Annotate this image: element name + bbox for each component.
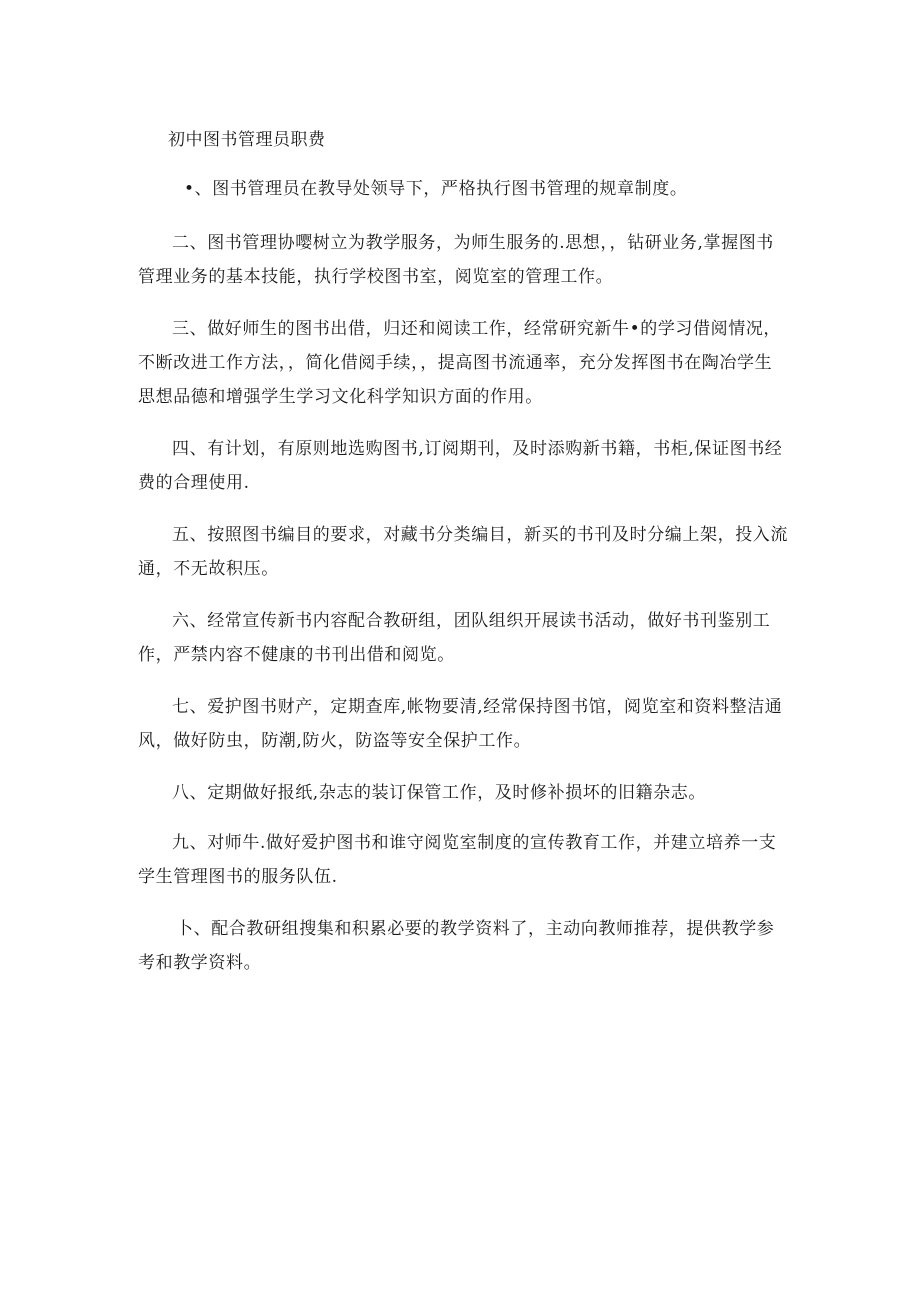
- document-title: 初中图书管理员职费: [168, 130, 326, 150]
- paragraph-2: 二、图书管理协嘤树立为教学服务，为师生服务的.思想，，钻研业务,掌握图书管理业务的基本技能，执行学校图书室，阅览室的管理工作。: [138, 233, 774, 287]
- paragraph-6: 六、经常宣传新书内容配合教研组，团队组织开展读书活动，做好书刊鉴别工作，严禁内容不健康的书刊出借和阅览。: [138, 611, 771, 665]
- paragraph-4: 四、有计划，有原则地选购图书,订阅期刊，及时添购新书籍，书柜,保证图书经费的合理使用.: [138, 439, 783, 493]
- paragraph-7: 七、爱护图书财产，定期查库,帐物要清,经常保持图书馆，阅览室和资料整洁通风，做好防虫，防潮,防火，防盗等安全保护工作。: [138, 697, 783, 751]
- paragraph-8: 八、定期做好报纸,杂志的装订保管工作，及时修补损坏的旧籍杂志。: [172, 783, 707, 803]
- paragraph-5: 五、按照图书编目的要求，对藏书分类编目，新买的书刊及时分编上架，投入流通，不无故积压。: [138, 525, 788, 579]
- paragraph-3: 三、做好师生的图书出借，归还和阅读工作，经常研究新牛•的学习借阅情况，不断改进工作方法，，简化借阅手续，，提高图书流通率，充分发挥图书在陶冶学生思想品德和增强学生学习文化科学知识方面的作用。: [138, 319, 782, 407]
- paragraph-9: 九、对师牛.做好爱护图书和谁守阅览室制度的宣传教育工作，并建立培养一支学生管理图书的服务队伍.: [138, 833, 777, 887]
- paragraph-10: 卜、配合教研组搜集和积累必要的教学资料了，主动向教师推荐，提供教学参考和教学资料。: [138, 919, 775, 973]
- paragraph-1: •、图书管理员在教导处领导下，严格执行图书管理的规章制度。: [184, 179, 688, 199]
